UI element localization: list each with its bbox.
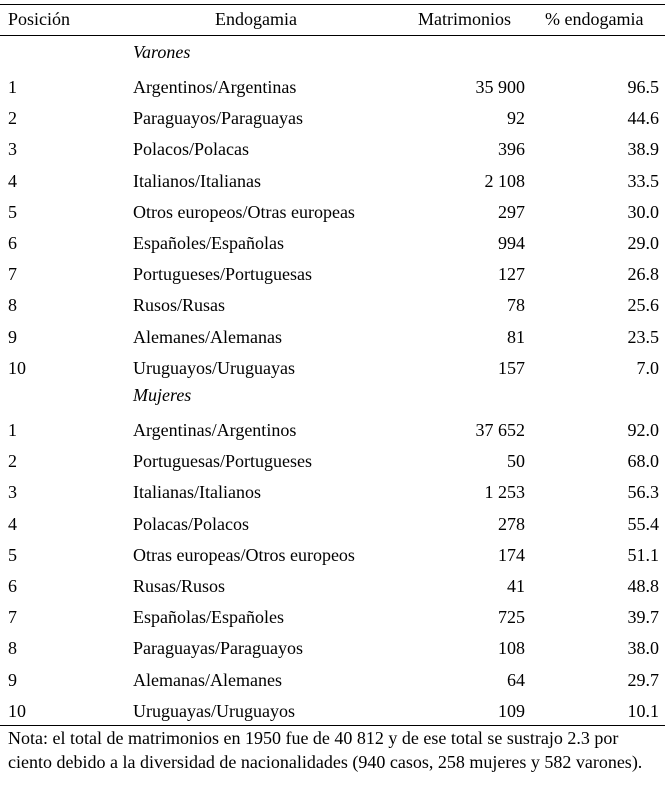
row-matrimonios: 994 (498, 233, 525, 253)
row-matrimonios: 92 (507, 108, 525, 128)
section-title: Mujeres (133, 385, 192, 405)
row-endogamia: Rusos/Rusas (133, 295, 226, 315)
row-endogamia: Rusas/Rusos (133, 576, 226, 596)
row-pct-endogamia: 23.5 (627, 327, 659, 347)
row-endogamia: Portugueses/Portuguesas (133, 264, 312, 284)
row-matrimonios: 278 (498, 514, 525, 534)
row-pct-endogamia: 38.0 (627, 638, 659, 658)
row-position: 5 (8, 202, 17, 222)
row-position: 8 (8, 295, 17, 315)
row-pct-endogamia: 25.6 (627, 295, 659, 315)
row-matrimonios: 174 (498, 545, 525, 565)
row-position: 3 (8, 482, 17, 502)
row-pct-endogamia: 33.5 (627, 171, 659, 191)
row-position: 7 (8, 264, 17, 284)
row-endogamia: Uruguayos/Uruguayas (133, 358, 295, 378)
row-matrimonios: 64 (507, 670, 525, 690)
row-position: 7 (8, 607, 17, 627)
row-endogamia: Alemanas/Alemanes (133, 670, 282, 690)
row-position: 5 (8, 545, 17, 565)
row-pct-endogamia: 30.0 (627, 202, 659, 222)
header-rule (0, 35, 665, 36)
row-position: 9 (8, 327, 17, 347)
row-endogamia: Uruguayas/Uruguayos (133, 701, 295, 721)
row-matrimonios: 109 (498, 701, 525, 721)
row-position: 6 (8, 233, 17, 253)
row-endogamia: Paraguayos/Paraguayas (133, 108, 303, 128)
row-matrimonios: 1 253 (484, 482, 525, 502)
row-matrimonios: 50 (507, 451, 525, 471)
row-pct-endogamia: 48.8 (627, 576, 659, 596)
header-endogamia: Endogamia (215, 9, 297, 29)
row-matrimonios: 78 (507, 295, 525, 315)
row-matrimonios: 41 (507, 576, 525, 596)
row-pct-endogamia: 26.8 (627, 264, 659, 284)
row-endogamia: Portuguesas/Portugueses (133, 451, 312, 471)
row-matrimonios: 2 108 (484, 171, 525, 191)
row-endogamia: Otros europeos/Otras europeas (133, 202, 355, 222)
row-matrimonios: 396 (498, 139, 525, 159)
row-pct-endogamia: 55.4 (627, 514, 659, 534)
row-position: 10 (8, 701, 26, 721)
row-matrimonios: 725 (498, 607, 525, 627)
row-endogamia: Españolas/Españoles (133, 607, 284, 627)
row-matrimonios: 108 (498, 638, 525, 658)
row-pct-endogamia: 38.9 (627, 139, 659, 159)
row-pct-endogamia: 39.7 (627, 607, 659, 627)
row-position: 8 (8, 638, 17, 658)
table-note: Nota: el total de matrimonios en 1950 fue de 40 812 y de ese total se sustrajo 2.3 por ciento debido a la diversidad de nacionalidades (940 casos, 258 mujeres y 582 varones). (8, 728, 643, 772)
row-pct-endogamia: 96.5 (627, 77, 659, 97)
header-posicion: Posición (8, 9, 71, 29)
row-endogamia: Españoles/Españolas (133, 233, 284, 253)
row-pct-endogamia: 10.1 (627, 701, 659, 721)
row-position: 2 (8, 108, 17, 128)
row-endogamia: Polacos/Polacas (133, 139, 249, 159)
row-matrimonios: 35 900 (475, 77, 525, 97)
row-pct-endogamia: 29.0 (627, 233, 659, 253)
row-endogamia: Paraguayas/Paraguayos (133, 638, 303, 658)
section-title: Varones (133, 42, 191, 62)
row-position: 1 (8, 77, 17, 97)
row-matrimonios: 81 (507, 327, 525, 347)
row-position: 2 (8, 451, 17, 471)
row-position: 6 (8, 576, 17, 596)
row-matrimonios: 157 (498, 358, 525, 378)
row-matrimonios: 127 (498, 264, 525, 284)
header-pct-endogamia: % endogamia (545, 9, 644, 29)
row-endogamia: Italianos/Italianas (133, 171, 261, 191)
table-top-rule (0, 4, 665, 5)
row-endogamia: Italianas/Italianos (133, 482, 261, 502)
row-endogamia: Polacas/Polacos (133, 514, 249, 534)
row-matrimonios: 297 (498, 202, 525, 222)
row-matrimonios: 37 652 (475, 420, 525, 440)
row-pct-endogamia: 51.1 (627, 545, 659, 565)
row-pct-endogamia: 29.7 (627, 670, 659, 690)
header-matrimonios: Matrimonios (418, 9, 511, 29)
row-position: 1 (8, 420, 17, 440)
row-pct-endogamia: 92.0 (627, 420, 659, 440)
row-position: 9 (8, 670, 17, 690)
row-endogamia: Argentinos/Argentinas (133, 77, 297, 97)
row-position: 4 (8, 171, 17, 191)
row-pct-endogamia: 68.0 (627, 451, 659, 471)
row-pct-endogamia: 56.3 (627, 482, 659, 502)
row-position: 10 (8, 358, 26, 378)
row-position: 3 (8, 139, 17, 159)
row-endogamia: Argentinas/Argentinos (133, 420, 297, 440)
row-endogamia: Otras europeas/Otros europeos (133, 545, 355, 565)
row-pct-endogamia: 7.0 (636, 358, 659, 378)
row-endogamia: Alemanes/Alemanas (133, 327, 282, 347)
row-position: 4 (8, 514, 17, 534)
row-pct-endogamia: 44.6 (627, 108, 659, 128)
